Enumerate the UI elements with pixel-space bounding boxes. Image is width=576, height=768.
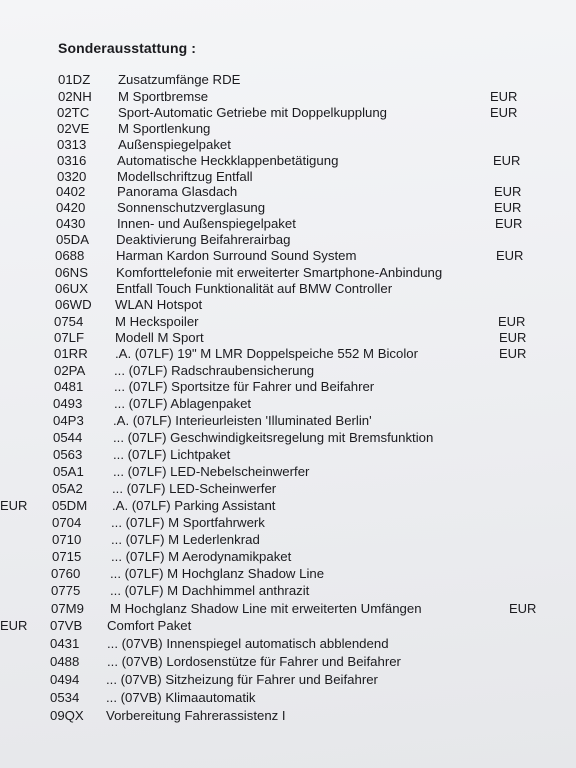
option-row <box>0 296 576 314</box>
option-code: 02NH <box>58 89 92 104</box>
option-description: ... (07LF) M Lederlenkrad <box>111 532 260 547</box>
option-description: Harman Kardon Surround Sound System <box>116 248 357 263</box>
option-price: EUR <box>499 346 527 361</box>
option-price: EUR <box>509 601 537 616</box>
option-row <box>0 707 576 725</box>
option-description: WLAN Hotspot <box>115 297 203 312</box>
option-code: 0402 <box>56 184 86 199</box>
option-row <box>0 463 576 481</box>
option-code: 04P3 <box>53 413 84 428</box>
option-code: 07LF <box>54 330 85 345</box>
option-code: 0481 <box>54 379 84 394</box>
option-code: 0710 <box>52 532 82 547</box>
option-price: EUR <box>490 105 518 120</box>
option-price: EUR <box>0 498 28 513</box>
option-code: 0754 <box>54 314 84 329</box>
option-row <box>0 565 576 583</box>
option-row <box>0 480 576 498</box>
option-description: Innen- und Außenspiegelpaket <box>117 216 296 231</box>
option-row <box>0 531 576 549</box>
option-code: 0494 <box>50 672 80 687</box>
option-description: .A. (07LF) 19" M LMR Doppelspeiche 552 M Bicolor <box>115 346 418 361</box>
option-price: EUR <box>495 216 523 231</box>
option-row <box>0 395 576 413</box>
option-description: Modell M Sport <box>115 330 204 345</box>
option-code: 0760 <box>51 566 81 581</box>
option-row <box>0 600 576 618</box>
option-description: Sonnenschutzverglasung <box>117 200 266 215</box>
option-code: 01RR <box>54 346 88 361</box>
option-description: Komforttelefonie mit erweiterter Smartphone-Anbindung <box>116 265 443 280</box>
option-description: .A. (07LF) Interieurleisten 'Illuminated Berlin' <box>113 413 372 428</box>
option-row <box>0 497 576 515</box>
option-price: EUR <box>490 89 518 104</box>
option-row <box>0 378 576 396</box>
option-description: ... (07VB) Lordosenstütze für Fahrer und Beifahrer <box>107 654 401 669</box>
option-description: Außenspiegelpaket <box>118 137 231 152</box>
option-description: ... (07LF) Lichtpaket <box>113 447 231 462</box>
option-description: M Sportbremse <box>118 89 209 104</box>
option-code: 07VB <box>50 618 83 633</box>
option-price: EUR <box>496 248 524 263</box>
option-price: EUR <box>499 330 527 345</box>
option-row <box>0 689 576 707</box>
option-code: 06WD <box>55 297 92 312</box>
option-code: 01DZ <box>58 72 91 87</box>
option-code: 0715 <box>52 549 82 564</box>
option-description: Entfall Touch Funktionalität auf BMW Controller <box>116 281 393 296</box>
option-code: 0488 <box>50 654 80 669</box>
option-description: ... (07VB) Innenspiegel automatisch abblendend <box>107 636 389 651</box>
option-code: 0534 <box>50 690 80 705</box>
option-row <box>0 412 576 430</box>
option-price: EUR <box>498 314 526 329</box>
option-code: 0493 <box>53 396 83 411</box>
option-code: 02VE <box>57 121 90 136</box>
option-description: Zusatzumfänge RDE <box>118 72 241 87</box>
option-row <box>0 71 576 89</box>
option-code: 0704 <box>52 515 82 530</box>
option-price: EUR <box>494 184 522 199</box>
option-description: .A. (07LF) Parking Assistant <box>112 498 276 513</box>
option-row <box>0 446 576 464</box>
option-code: 0544 <box>53 430 83 445</box>
option-code: 0563 <box>53 447 83 462</box>
option-description: Panorama Glasdach <box>117 184 238 199</box>
section-title: Sonderausstattung : <box>58 40 197 56</box>
option-row <box>0 582 576 600</box>
option-description: ... (07VB) Klimaautomatik <box>106 690 256 705</box>
option-code: 02TC <box>57 105 90 120</box>
option-code: 05A2 <box>52 481 83 496</box>
option-description: Modellschriftzug Entfall <box>117 169 253 184</box>
option-code: 0316 <box>57 153 87 168</box>
option-row <box>0 653 576 671</box>
option-code: 02PA <box>54 363 86 378</box>
option-code: 05A1 <box>53 464 84 479</box>
option-description: ... (07LF) M Dachhimmel anthrazit <box>110 583 310 598</box>
option-code: 0420 <box>56 200 86 215</box>
option-description: Comfort Paket <box>107 618 192 633</box>
option-code: 05DA <box>56 232 89 247</box>
option-code: 06UX <box>55 281 88 296</box>
option-code: 05DM <box>52 498 88 513</box>
option-code: 0313 <box>57 137 87 152</box>
option-description: M Heckspoiler <box>115 314 199 329</box>
option-price: EUR <box>493 153 521 168</box>
option-description: Deaktivierung Beifahrerairbag <box>116 232 291 247</box>
option-description: ... (07LF) M Hochglanz Shadow Line <box>110 566 325 581</box>
option-code: 09QX <box>50 708 84 723</box>
option-description: M Sportlenkung <box>118 121 211 136</box>
option-code: 06NS <box>55 265 88 280</box>
option-code: 0431 <box>50 636 80 651</box>
option-row <box>0 671 576 689</box>
option-description: ... (07LF) LED-Scheinwerfer <box>112 481 277 496</box>
option-description: ... (07VB) Sitzheizung für Fahrer und Beifahrer <box>106 672 378 687</box>
option-row <box>0 548 576 566</box>
option-description: Automatische Heckklappenbetätigung <box>117 153 339 168</box>
option-row <box>0 617 576 635</box>
option-code: 0320 <box>57 169 87 184</box>
option-description: ... (07LF) M Sportfahrwerk <box>111 515 265 530</box>
option-description: M Hochglanz Shadow Line mit erweiterten Umfängen <box>110 601 422 616</box>
option-row <box>0 247 576 265</box>
option-description: ... (07LF) Sportsitze für Fahrer und Beifahrer <box>114 379 375 394</box>
option-price: EUR <box>494 200 522 215</box>
option-description: Sport-Automatic Getriebe mit Doppelkupplung <box>118 105 388 120</box>
option-code: 0688 <box>55 248 85 263</box>
option-row <box>0 345 576 363</box>
option-row <box>0 514 576 532</box>
option-description: ... (07LF) Radschraubensicherung <box>114 363 315 378</box>
option-description: ... (07LF) Ablagenpaket <box>114 396 252 411</box>
option-description: Vorbereitung Fahrerassistenz I <box>106 708 286 723</box>
option-row <box>0 635 576 653</box>
option-code: 0775 <box>51 583 81 598</box>
option-description: ... (07LF) M Aerodynamikpaket <box>111 549 292 564</box>
option-code: 0430 <box>56 216 86 231</box>
option-description: ... (07LF) LED-Nebelscheinwerfer <box>113 464 310 479</box>
option-code: 07M9 <box>51 601 84 616</box>
option-row <box>0 429 576 447</box>
option-price: EUR <box>0 618 28 633</box>
option-description: ... (07LF) Geschwindigkeitsregelung mit Bremsfunktion <box>113 430 434 445</box>
